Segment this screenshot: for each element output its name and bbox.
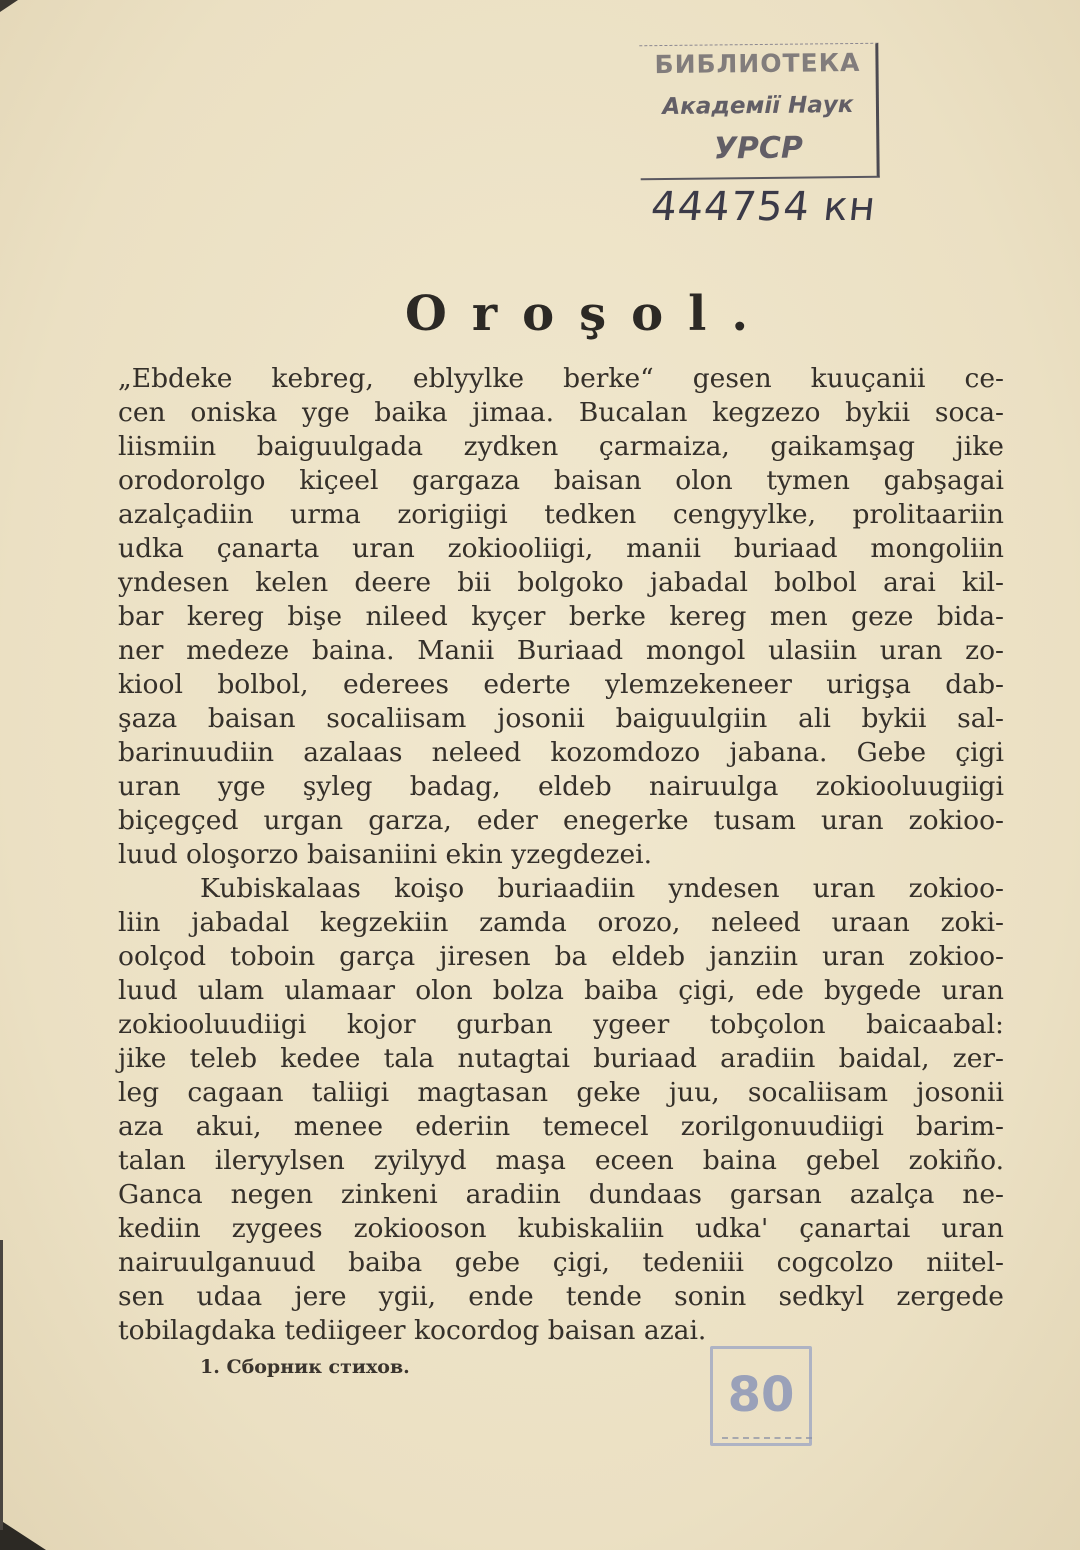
text-line: liismiin baiguulgada zydken çarmaiza, gaikamşag jike [118, 431, 1004, 462]
text-line: udka çanarta uran zokiooliigi, manii buriaad mongoliin [118, 533, 1004, 564]
paragraph-2 [118, 872, 1004, 1348]
text-line: yndesen kelen deere bii bolgoko jabadal bolbol arai kil- [118, 567, 1004, 598]
text-line: aza akui, menee ederiin temecel zorilgonuudiigi barim- [118, 1111, 1004, 1142]
text-line: biçegçed urgan garza, eder enegerke tusam uran zokioo- [118, 805, 1004, 836]
text-line: barinuudiin azalaas neleed kozomdozo jabana. Gebe çigi [118, 737, 1004, 768]
text-line: azalçadiin urma zorigiigi tedken cengyylke, prolitaariin [118, 499, 1004, 530]
page-number: 80 [727, 1367, 795, 1423]
text-line: orodorolgo kiçeel gargaza baisan olon tymen gabşagai [118, 465, 1004, 496]
text-line: „Ebdeke kebreg, eblyylke berke“ gesen kuuçanii ce- [118, 363, 1004, 394]
text-line: luud oloşorzo baisaniini ekin yzegdezei. [118, 839, 653, 870]
paragraph-1 [118, 362, 1004, 872]
page-corner-top-left [0, 0, 18, 12]
page-corner-bottom-left [0, 1520, 46, 1550]
text-line: ner medeze baina. Manii Buriaad mongol ulasiin uran zo- [118, 635, 1004, 666]
text-line: zokiooluudiigi kojor gurban ygeer tobçolon baicaabal: [118, 1009, 1004, 1040]
text-line: bar kereg bişe nileed kyçer berke kereg men geze bida- [118, 601, 1004, 632]
text-line: leg cagaan taliigi magtasan geke juu, socaliisam josonii [118, 1077, 1004, 1108]
text-line: kiool bolbol, ederees ederte ylemzekeneer urigşa dab- [118, 669, 1004, 700]
page-edge-left [0, 1240, 3, 1530]
text-line: nairuulganuud baiba gebe çigi, tedeniii cogcolzo niitel- [118, 1247, 1004, 1278]
handwritten-inventory-number: 444754 кн [648, 184, 879, 230]
text-line: liin jabadal kegzekiin zamda orozo, neleed uraan zoki- [118, 907, 1004, 938]
text-line: luud ulam ulamaar olon bolza baiba çigi, ede bygede uran [118, 975, 1004, 1006]
text-line: Kubiskalaas koişo buriaadiin yndesen uran zokioo- [200, 873, 1004, 904]
text-line: kediin zygees zokiooson kubiskaliin udka' çanartai uran [118, 1213, 1004, 1244]
library-stamp-line-3: УРСР [713, 130, 804, 167]
text-line: Ganca negen zinkeni aradiin dundaas garsan azalça ne- [118, 1179, 1004, 1210]
text-line: tobilagdaka tediigeer kocordog baisan azai. [118, 1315, 707, 1346]
body-text [118, 362, 1004, 1348]
page-stamp-underline [722, 1437, 812, 1443]
footnote: 1. Сборник стихов. [200, 1356, 410, 1378]
text-line: talan ileryylsen zyilyyd maşa eceen baina gebel zokiño. [118, 1145, 1004, 1176]
text-line: cen oniska yge baika jimaa. Bucalan kegzezo bykii soca- [118, 397, 1004, 428]
text-line: jike teleb kedee tala nutagtai buriaad aradiin baidal, zer- [118, 1043, 1004, 1074]
text-line: uran yge şyleg badag, eldeb nairuulga zokiooluugiigi [118, 771, 1004, 802]
text-line: oolçod toboin garça jiresen ba eldeb janziin uran zokioo- [118, 941, 1004, 972]
text-line: sen udaa jere ygii, ende tende sonin sedkyl zergede [118, 1281, 1004, 1312]
page-title: Oroşol. [405, 286, 774, 342]
library-stamp [639, 43, 879, 180]
text-line: şaza baisan socaliisam josonii baiguulgiin ali bykii sal- [118, 703, 1004, 734]
library-stamp-line-1: БИБЛИОТЕКА [654, 47, 861, 80]
library-stamp-line-2: Академії Наук [662, 92, 854, 121]
page-number-stamp [710, 1346, 812, 1446]
